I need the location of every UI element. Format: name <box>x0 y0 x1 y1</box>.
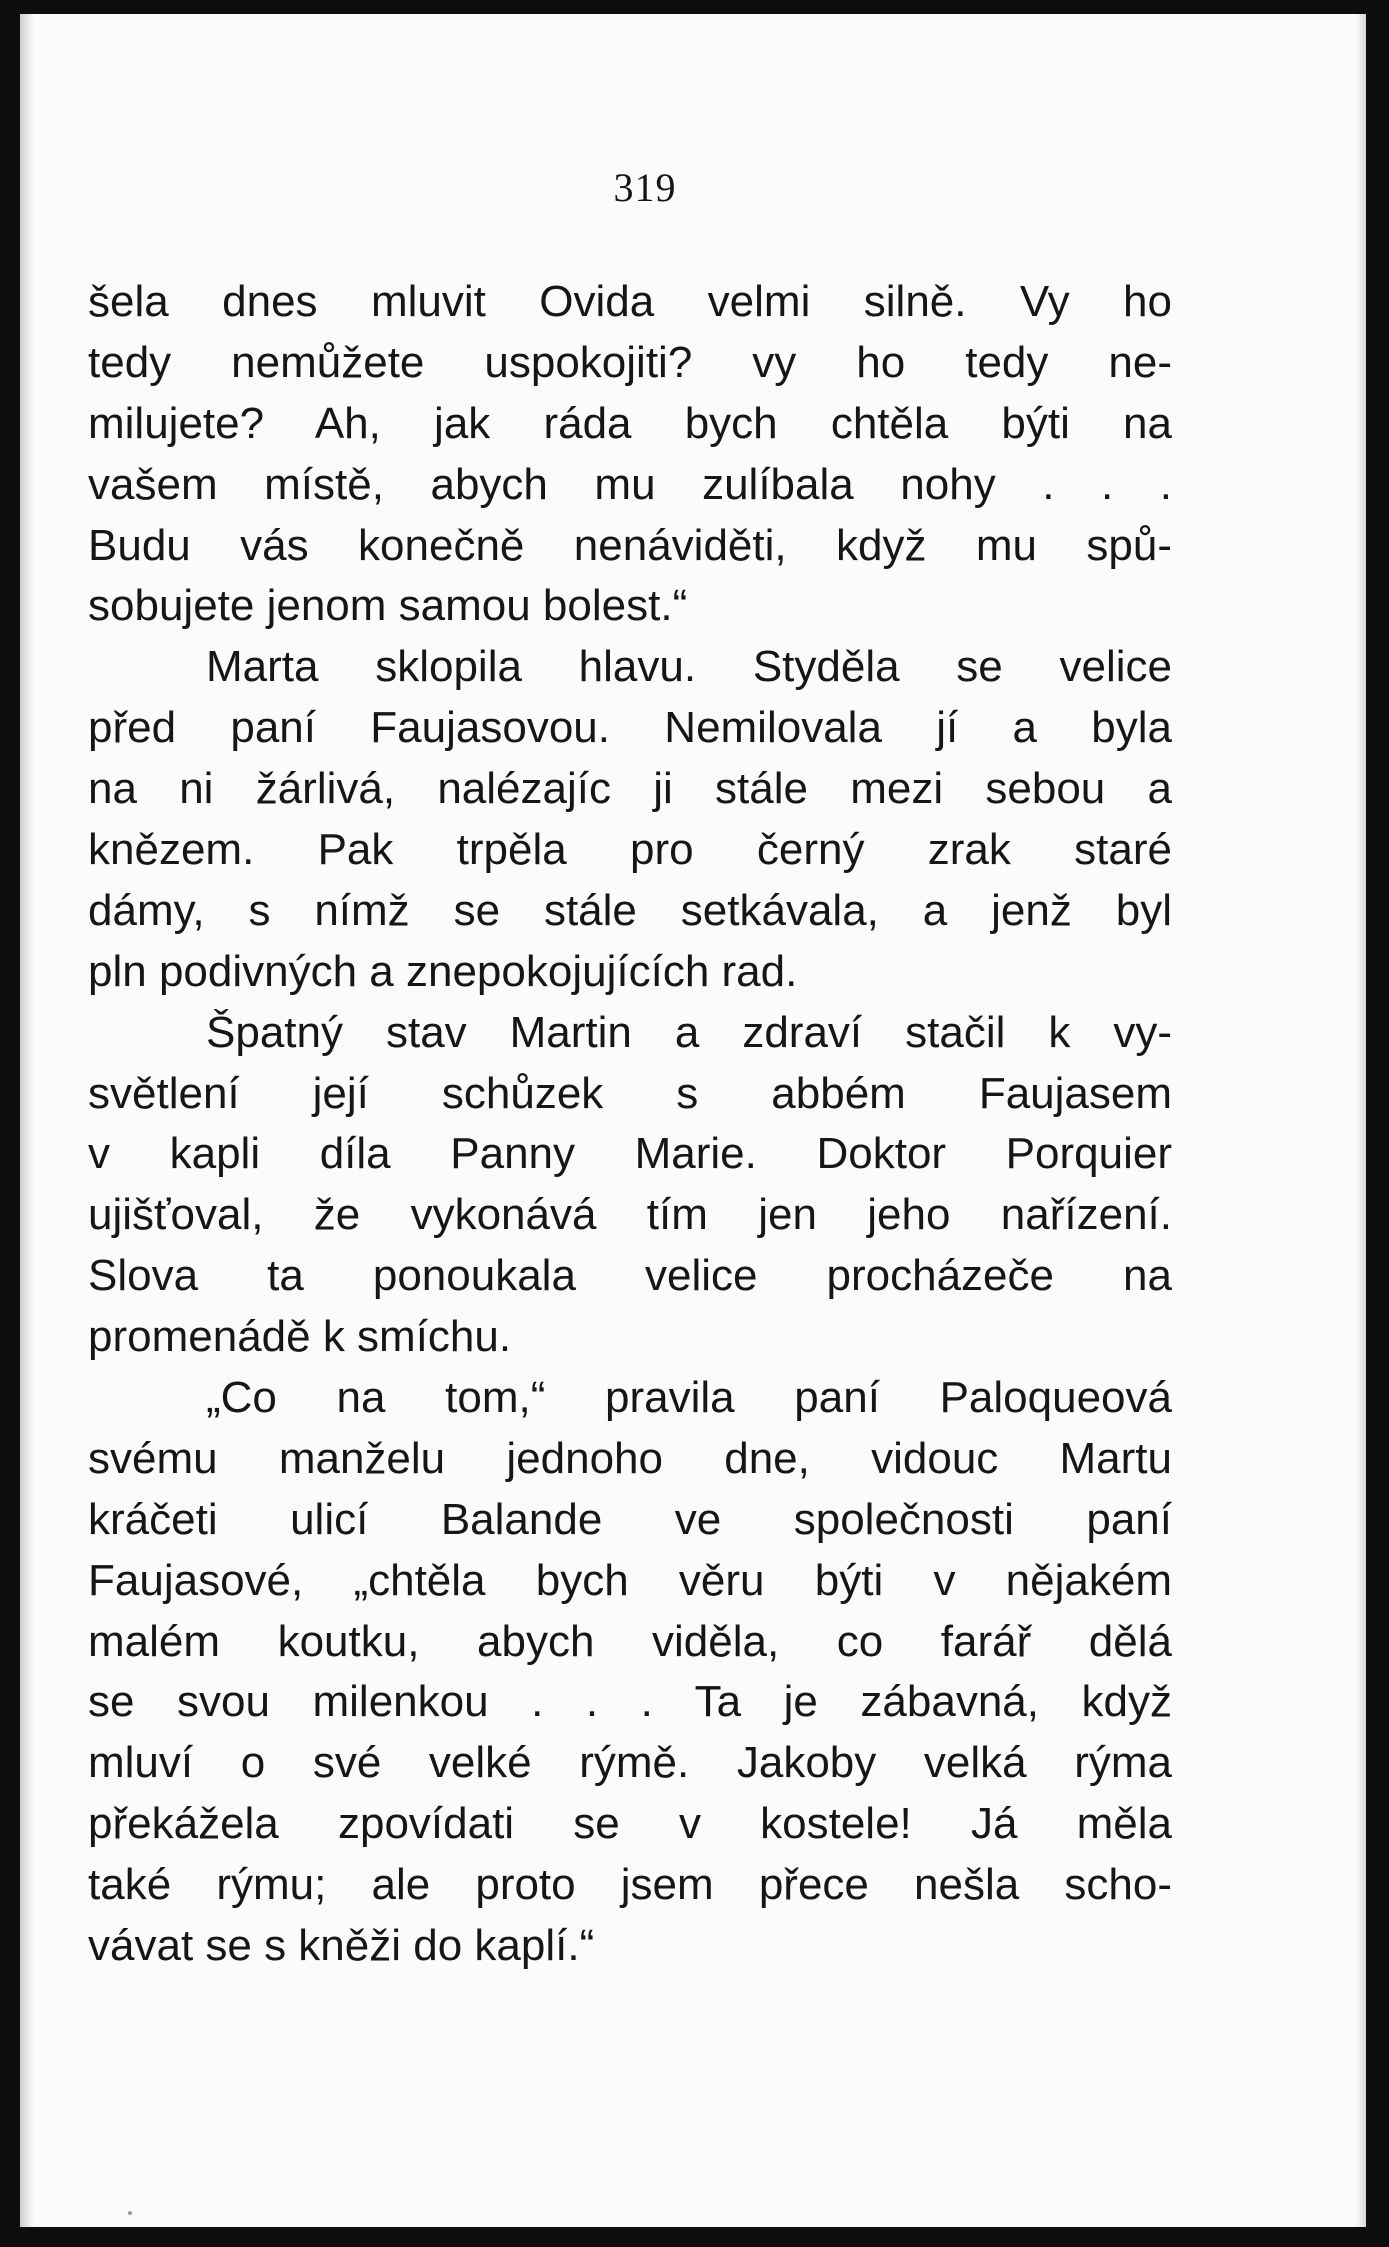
text-line: tedy nemůžete uspokojiti? vy ho tedy ne- <box>88 337 1172 387</box>
paragraph-first-line: Marta sklopila hlavu. Styděla se velice <box>206 642 1172 692</box>
text-line: pln podivných a znepokojujících rad. <box>88 946 798 996</box>
book-page <box>20 14 1366 2227</box>
text-line: Budu vás konečně nenáviděti, když mu spů- <box>88 520 1172 570</box>
page-edge-shadow <box>1356 14 1366 2227</box>
text-line: před paní Faujasovou. Nemilovala jí a byla <box>88 703 1172 753</box>
text-line: vašem místě, abych mu zulíbala nohy . . . <box>88 459 1172 509</box>
text-line: na ni žárlivá, nalézajíc ji stále mezi sebou a <box>88 764 1172 814</box>
text-line: promenádě k smíchu. <box>88 1312 512 1362</box>
text-line: kráčeti ulicí Balande ve společnosti paní <box>88 1494 1172 1544</box>
text-line: také rýmu; ale proto jsem přece nešla scho- <box>88 1860 1172 1910</box>
text-line: malém koutku, abych viděla, co farář dělá <box>88 1616 1172 1666</box>
text-line: dámy, s nímž se stále setkávala, a jenž byl <box>88 885 1172 935</box>
text-line: Slova ta ponoukala velice procházeče na <box>88 1251 1172 1301</box>
text-line: knězem. Pak trpěla pro černý zrak staré <box>88 825 1172 875</box>
text-line: vávat se s kněži do kaplí.“ <box>88 1921 595 1971</box>
text-line: v kapli díla Panny Marie. Doktor Porquier <box>88 1129 1172 1179</box>
text-line: mluví o své velké rýmě. Jakoby velká rýma <box>88 1738 1172 1788</box>
paragraph-first-line: „Co na tom,“ pravila paní Paloqueová <box>206 1373 1172 1423</box>
text-line: Faujasové, „chtěla bych věru býti v nějakém <box>88 1555 1172 1605</box>
text-line: šela dnes mluvit Ovida velmi silně. Vy ho <box>88 277 1172 326</box>
paragraph-first-line: Špatný stav Martin a zdraví stačil k vy- <box>206 1007 1172 1057</box>
text-line: milujete? Ah, jak ráda bych chtěla býti na <box>88 398 1172 448</box>
page-gutter-shadow <box>20 14 34 2227</box>
page-body-text <box>88 272 1172 1977</box>
page-number: 319 <box>613 165 677 210</box>
text-line: sobujete jenom samou bolest.“ <box>88 581 688 631</box>
paper-speck <box>128 2211 132 2215</box>
text-line: se svou milenkou . . . Ta je zábavná, když <box>88 1677 1172 1727</box>
text-line: ujišťoval, že vykonává tím jen jeho nařízení. <box>88 1190 1172 1240</box>
text-line: překážela zpovídati se v kostele! Já měla <box>88 1799 1172 1849</box>
text-line: svému manželu jednoho dne, vidouc Martu <box>88 1433 1172 1483</box>
text-line: světlení její schůzek s abbém Faujasem <box>88 1068 1172 1118</box>
